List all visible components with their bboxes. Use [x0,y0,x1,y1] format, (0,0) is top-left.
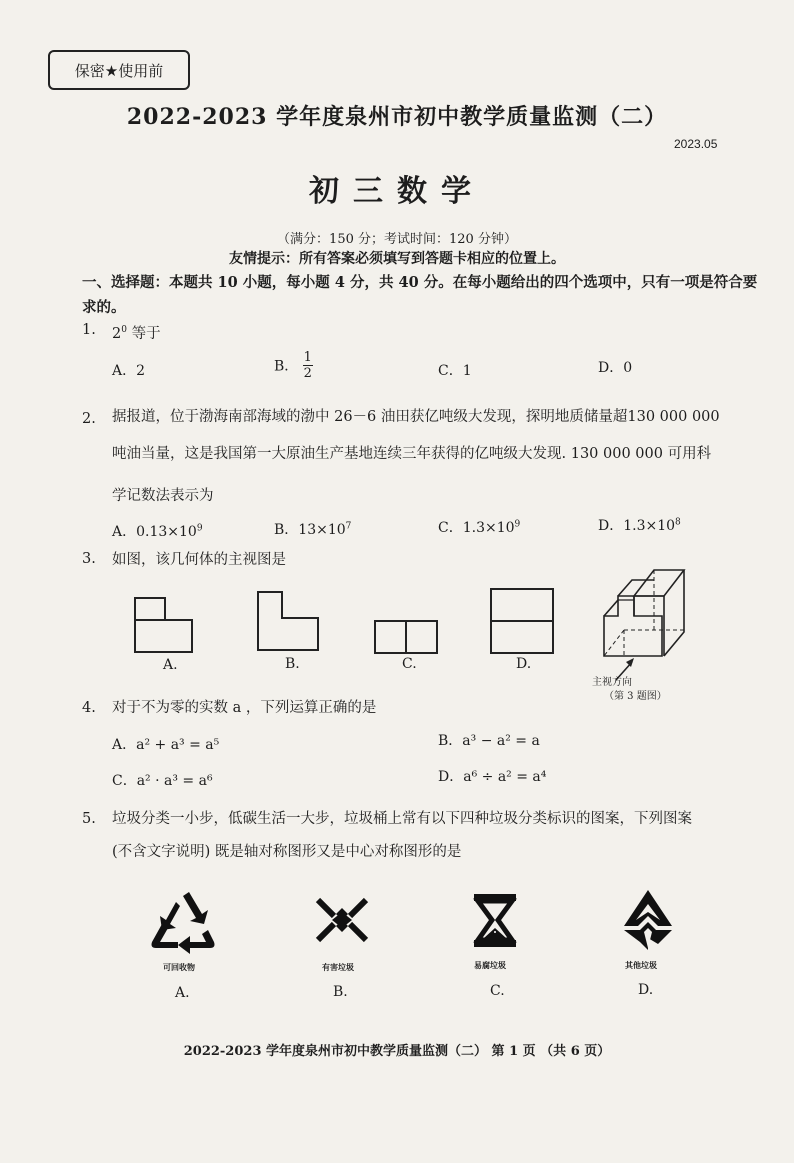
option-text: C．1.3×10 [438,520,515,536]
label-b: B. [333,984,348,1000]
question-line-1: 据报道，位于渤海南部海域的渤中 26－6 油田获亿吨级大发现，探明地质储量超130 000 000 [112,409,720,425]
option-text: A．0.13×10 [112,524,197,540]
option-text: B．13×10 [274,522,346,538]
solid-figure [596,560,696,690]
view-option-d-figure [488,586,558,656]
option-a[interactable]: A．2 [112,363,146,379]
label-c: C. [402,656,417,672]
option-a[interactable]: A．a² + a³ = a⁵ [112,737,220,753]
recycle-icon [148,890,218,954]
page-footer: 2022-2023 学年度泉州市初中教学质量监测（二） 第 1 页 （共 6 页） [183,1044,611,1059]
exponent: 8 [675,517,681,528]
section-heading: 一、选择题：本题共 10 小题，每小题 4 分，共 40 分。在每小题给出的四个选项中，只有一项是符合要求的。 [82,274,758,316]
view-direction-label: 主视方向 [592,677,632,688]
option-d[interactable]: D．a⁶ ÷ a² = a⁴ [438,769,547,785]
exponent: 0 [121,325,127,336]
denominator: 2 [303,366,312,381]
base-text: 2 [112,326,122,342]
hourglass-icon [470,890,520,952]
subject-title: 初三数学 [309,174,485,209]
option-c[interactable] [438,517,520,537]
confidential-badge: 保密★使用前 [48,50,190,90]
fraction [303,350,313,381]
numerator: 1 [303,350,312,365]
question-number: 3. [82,551,96,567]
question-line-3: 学记数法表示为 [112,488,214,504]
label-d: D. [516,656,532,672]
question-number: 5. [82,811,96,827]
option-letter: B． [274,358,299,375]
view-option-a-figure [130,590,210,658]
exam-title: 2022-2023 学年度泉州市初中教学质量监测（二） [126,104,668,130]
option-d[interactable] [598,515,681,535]
exam-tip: 友情提示：所有答案必须填写到答题卡相应的位置上。 [229,251,565,267]
question-text: 如图，该几何体的主视图是 [112,552,286,568]
exponent: 7 [345,521,352,532]
figure-caption: （第 3 题图） [604,691,667,702]
label-a: A. [163,657,178,673]
question-line-1: 垃圾分类一小步，低碳生活一大步，垃圾桶上常有以下四种垃圾分类标识的图案，下列图案 [112,811,692,827]
option-b[interactable]: B．a³ − a² = a [438,733,540,749]
question-text: 对于不为零的实数 a ，下列运算正确的是 [112,700,377,716]
icon-caption: 可回收物 [163,963,195,972]
view-option-c-figure [372,618,442,656]
question-number: 4. [82,700,96,716]
exponent: 9 [514,519,521,530]
exam-date: 2023.05 [674,137,718,151]
question-line-2: 吨油当量，这是我国第一大原油生产基地连续三年获得的亿吨级大发现. 130 000 000 可用科 [112,446,712,462]
icon-caption: 有害垃圾 [322,963,354,972]
icon-caption: 易腐垃圾 [474,961,506,970]
option-c[interactable]: C．a² · a³ = a⁶ [112,773,213,789]
question-number: 1. [82,322,96,338]
label-b: B. [285,656,300,672]
label-c: C. [490,983,505,999]
exponent: 9 [196,523,203,534]
option-b[interactable] [274,519,351,539]
exam-info: （满分：150 分；考试时间：120 分钟） [277,232,517,247]
other-waste-icon [620,886,676,952]
question-line-2: (不含文字说明) 既是轴对称图形又是中心对称图形的是 [112,844,462,860]
question-text [112,322,161,343]
text-tail: 等于 [126,326,161,342]
label-a: A. [175,985,190,1001]
option-a[interactable] [112,521,203,541]
option-text: D．1.3×10 [598,518,676,534]
hazardous-icon [312,890,372,950]
option-d[interactable]: D．0 [598,360,633,376]
option-b[interactable] [274,350,313,381]
icon-caption: 其他垃圾 [625,961,657,970]
question-number: 2. [82,411,96,427]
view-option-b-figure [250,588,330,656]
label-d: D. [638,982,654,998]
option-c[interactable]: C．1 [438,363,472,379]
